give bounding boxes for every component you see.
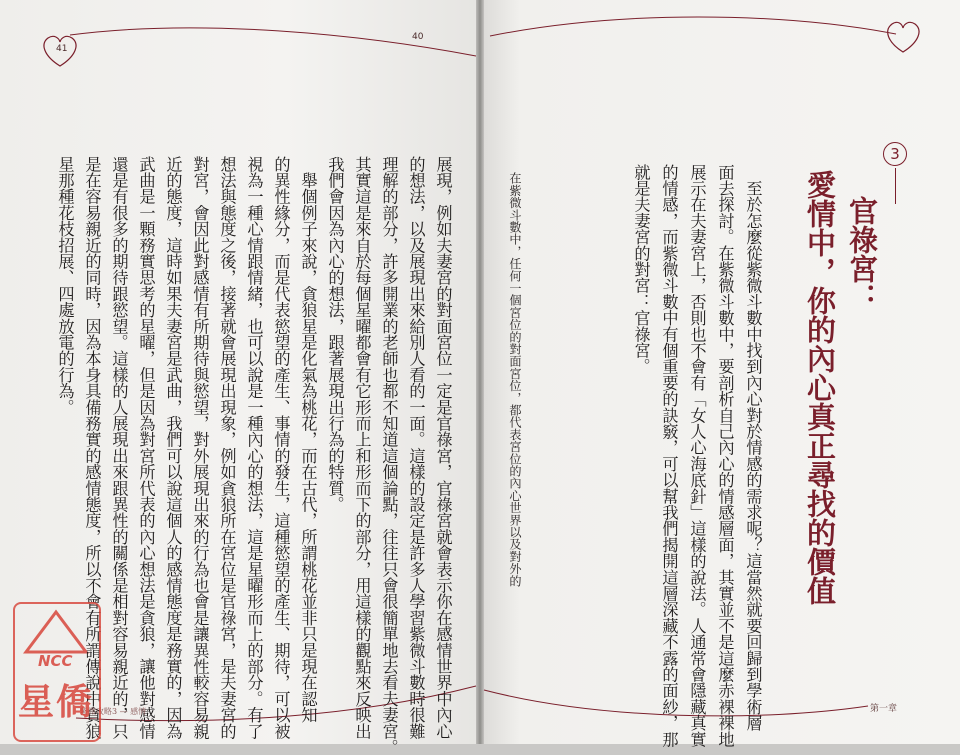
left-paragraph-line: 理解的部分，許多開業的老師也都不知道這個論點，往往只會很簡單地去看夫妻宮。	[379, 156, 399, 755]
left-paragraph-line: 星那種花枝招展、四處放電的行為。	[55, 156, 75, 416]
left-paragraph-line: 近的態度，這時如果夫妻宮是武曲，我們可以說這個人的感情態度是務實的，因為	[163, 156, 183, 740]
left-paragraph-line: 視為一種心情跟情緒，也可以說是一種內心的想法，這是星曜形而上的部分。有了	[244, 156, 264, 740]
page-number-right: 40	[412, 32, 424, 42]
left-paragraph-line: 展現，例如夫妻宮的對面宮位一定是官祿宮，官祿宮就會表示你在感情世界中內心	[433, 156, 453, 740]
left-paragraph-line: 的異性緣分，而是代表慾望的產生、事情的發生，這種慾望的產生、期待，可以被	[271, 156, 291, 740]
right-paragraph-line: 的情感，而紫微斗數中有個重要的訣竅，可以幫我們揭開這層深藏不露的面紗，那	[659, 164, 679, 748]
chapter-title-line-2: 愛情中，你的內心真正尋找的價值	[803, 170, 837, 605]
watermark-brand: NCC	[38, 652, 73, 670]
section-number-badge: 3	[883, 142, 907, 166]
left-paragraph-line: 還是有很多的期待跟慾望。這樣的人展現出來跟異性的關係是相對容易親近的，只	[109, 156, 129, 740]
left-paragraph-line: 的想法，以及展現出來給別人看的一面。這樣的設定是許多人學習紫微斗數時很難	[406, 156, 426, 740]
book-gutter	[476, 0, 484, 744]
book-footer-label: 紫微攻略3 — 感情	[80, 707, 147, 716]
right-paragraph-line: 面去探討。在紫微斗數中，要剖析自己內心的情感層面，其實並不是這麼赤裸裸地	[715, 164, 735, 748]
left-paragraph-line: 我們會因為內心的想法，跟著展現出行為的特質。	[325, 156, 345, 513]
right-paragraph-line: 展示在夫妻宮上，否則也不會有「女人心海底針」這樣的說法。人通常會隱藏真實	[687, 164, 707, 748]
chapter-title-line-1: 官祿宮：	[845, 196, 879, 312]
left-paragraph-line: 是在容易親近的同時，因為本身具備務實的感情態度，所以不會有所謂傳說中貪狼	[82, 156, 102, 740]
right-note-line: 在紫微斗數中，任何一個宮位的對面宮位，都代表宮位的內心世界以及對外的	[508, 172, 522, 587]
section-rule	[895, 168, 896, 204]
right-paragraph-line: 就是夫妻宮的對宮：官祿宮。	[631, 164, 651, 375]
left-paragraph-line: 武曲是一顆務實思考的星曜，但是因為對宮所代表的內心想法是貪狼，讓他對感情	[136, 156, 156, 740]
left-paragraph-line: 對宮，會因此對感情有所期待與慾望，對外展現出來的行為也會是讓異性較容易親	[190, 156, 210, 740]
page-number-left: 41	[56, 44, 68, 54]
left-paragraph-line: 舉個例子來說，貪狼星是化氣為桃花，而在古代，所謂桃花並非只是現在認知	[298, 156, 318, 723]
left-paragraph-line: 想法與態度之後，接著就會展現出現象，例如貪狼所在宮位是官祿宮，是夫妻宮的	[217, 156, 237, 740]
left-paragraph-line: 其實這是來自於每個星曜都會有它形而上和形而下的部分，用這樣的觀點來反映出	[352, 156, 372, 740]
right-paragraph-line: 至於怎麼從紫微斗數中找到內心對於情感的需求呢？這當然就要回歸到學術層	[743, 164, 763, 731]
chapter-footer-label: 第一章	[870, 704, 898, 714]
watermark-name: 星僑	[18, 682, 95, 723]
